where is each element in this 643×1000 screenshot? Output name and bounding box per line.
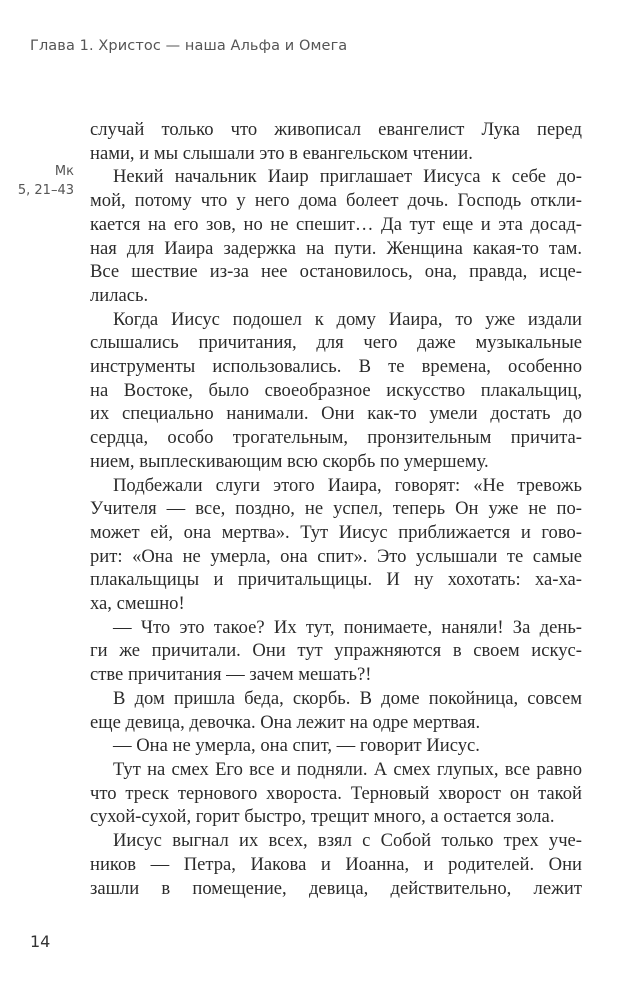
text-line: что треск тернового хвороста. Терновый хворост он такой: [90, 782, 582, 804]
text-line: ха, смешно!: [90, 593, 185, 615]
text-line: — Что это такое? Их тут, понимаете, наняли! За день-: [113, 616, 582, 638]
text-line: плакальщицы и причитальщицы. И ну хохотать: ха-ха-: [90, 569, 582, 591]
text-line: зашли в помещение, девица, действительно, лежит: [90, 877, 582, 899]
text-line: кается на его зов, но не спешит… Да тут еще и эта досад-: [90, 213, 582, 235]
text-line: их специально нанимали. Они как-то умели достать до: [90, 403, 582, 425]
page-number: 14: [30, 932, 51, 951]
text-line: еще девица, девочка. Она лежит на одре мертвая.: [90, 711, 481, 733]
running-head: Глава 1. Христос — наша Альфа и Омега: [30, 38, 348, 54]
text-line: сухой-сухой, горит быстро, трещит много, а остается зола.: [90, 806, 555, 828]
text-line: ников — Петра, Иакова и Иоанна, и родителей. Они: [90, 853, 582, 875]
text-line: Иисус выгнал их всех, взял с Собой только трех уче-: [113, 830, 582, 852]
text-line: Подбежали слуги этого Иаира, говорят: «Не тревожь: [113, 474, 582, 496]
text-line: Учителя — все, поздно, не успел, теперь Он уже не по-: [90, 498, 582, 520]
text-line: лилась.: [90, 284, 149, 306]
text-line: Некий начальник Иаир приглашает Иисуса к себе до-: [113, 166, 582, 188]
text-line: стве причитания — зачем мешать?!: [90, 664, 372, 686]
text-line: мой, потому что у него дома болеет дочь. Господь откли-: [90, 190, 582, 212]
margin-reference: [18, 162, 74, 200]
text-line: — Она не умерла, она спит, — говорит Иисус.: [113, 735, 480, 757]
text-line: ги же причитали. Они тут упражняются в своем искус-: [90, 640, 582, 662]
body-text: [90, 118, 582, 900]
text-line: Когда Иисус подошел к дому Иаира, то уже издали: [113, 308, 582, 330]
text-line: нием, выплескивающим всю скорбь по умершему.: [90, 450, 489, 472]
text-line: слышались причитания, для чего даже музыкальные: [90, 332, 582, 354]
text-line: рит: «Она не умерла, она спит». Это услышали те самые: [90, 545, 582, 567]
text-line: Тут на смех Его все и подняли. А смех глупых, все равно: [113, 758, 582, 780]
text-line: на Востоке, было своеобразное искусство плакальщиц,: [90, 379, 582, 401]
text-line: Все шествие из-за нее остановилось, она, правда, исце-: [90, 261, 582, 283]
text-line: ная для Иаира задержка на пути. Женщина какая-то там.: [90, 237, 582, 259]
text-line: В дом пришла беда, скорбь. В доме покойница, совсем: [113, 687, 582, 709]
text-line: сердца, особо трогательным, пронзительным причита-: [90, 427, 582, 449]
margin-reference-book: Мк: [54, 164, 74, 179]
text-line: нами, и мы слышали это в евангельском чтении.: [90, 142, 473, 164]
text-line: инструменты использовались. В те времена, особенно: [90, 356, 582, 378]
margin-reference-verses: 5, 21–43: [17, 183, 74, 198]
text-line: случай только что живописал евангелист Лука перед: [90, 119, 582, 140]
text-line: может ей, она мертва». Тут Иисус приближается и гово-: [90, 521, 582, 543]
